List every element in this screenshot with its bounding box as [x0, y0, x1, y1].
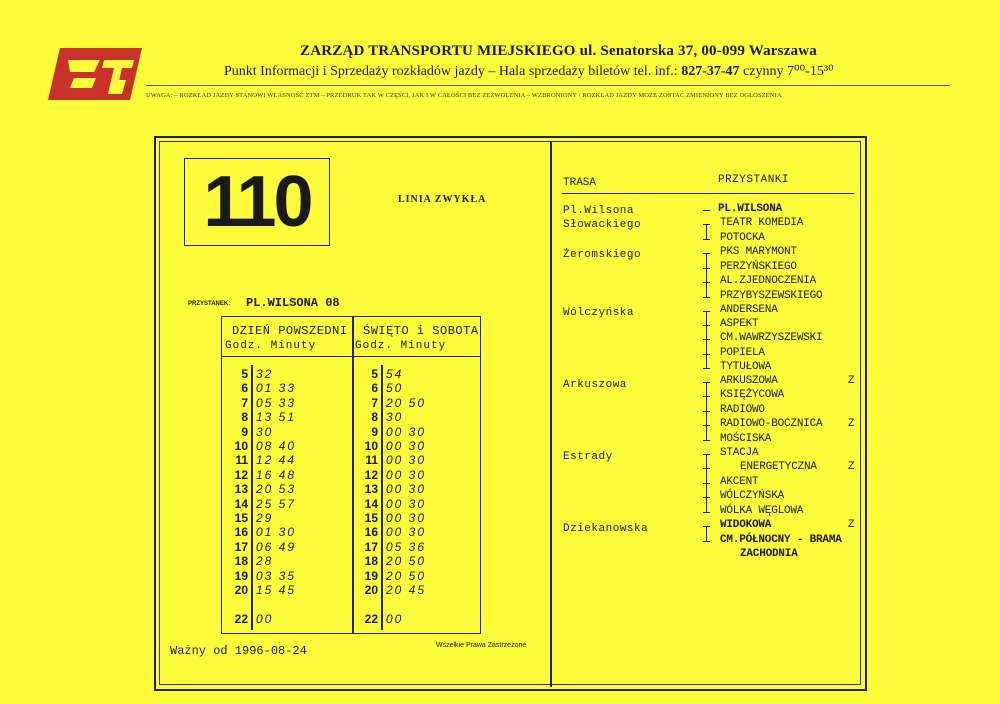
- center-divider: [550, 141, 552, 687]
- weekday-hour-rule: [251, 365, 253, 630]
- route-stop: KSIĘŻYCOWA: [720, 389, 785, 401]
- holiday-minutes: 50: [386, 381, 404, 396]
- route-stop: PRZYBYSZEWSKIEGO: [720, 290, 823, 302]
- weekday-minutes: 28: [256, 554, 274, 569]
- stop-label: PRZYSTANEK:: [188, 301, 231, 307]
- route-tick: [703, 382, 710, 383]
- holiday-minutes: 05 36: [386, 539, 427, 554]
- weekday-subheader: Godz. Minuty: [225, 340, 317, 352]
- route-stop: ARKUSZOWA: [720, 375, 778, 387]
- weekday-minutes: 00: [256, 612, 274, 626]
- route-stop: ZACHODNIA: [740, 548, 798, 560]
- holiday-hour: 9: [371, 424, 378, 439]
- weekday-minutes: 13 51: [256, 410, 297, 425]
- holiday-minutes: 00 30: [386, 424, 427, 439]
- holiday-hour: 12: [364, 467, 378, 482]
- route-stop: POPIELA: [720, 347, 765, 359]
- copyright-notice: UWAGA: – ROZKŁAD JAZDY STANOWI WŁASNOŚĆ ZTM – PRZEDRUK TAK W CZĘŚCI, JAK I W CAŁOŚCI BEZ ZEZWOLENIA – WZBRONIONY / ROZKŁAD JAZDY MOŻE ZOSTAĆ ZMIENIONY BEZ OGŁOSZENIA: [146, 92, 782, 99]
- route-stop: CM.WAWRZYSZEWSKI: [720, 332, 823, 344]
- holiday-minutes: 00 30: [386, 525, 427, 540]
- weekday-header: DZIEŃ POWSZEDNI: [232, 324, 348, 338]
- route-tick: [703, 253, 710, 254]
- route-street: Słowackiego: [563, 219, 642, 231]
- route-tick: [703, 297, 710, 298]
- weekday-hour: 22: [234, 612, 248, 626]
- holiday-minutes: 20 50: [386, 395, 427, 410]
- route-dash: [703, 210, 710, 211]
- route-tick: [703, 268, 710, 269]
- weekday-hour: 13: [234, 482, 248, 497]
- route-tick: [703, 239, 710, 240]
- holiday-hour: 5: [371, 367, 378, 381]
- route-tick: [703, 311, 710, 312]
- holiday-hour: 19: [364, 568, 378, 583]
- route-stop: WÓLCZYŃSKA: [720, 490, 785, 502]
- route-tick: [703, 411, 710, 412]
- weekday-hour: 6: [241, 381, 248, 396]
- weekday-hour: 14: [234, 496, 248, 511]
- holiday-minutes: 00 30: [386, 453, 427, 468]
- holiday-hour: 8: [371, 410, 378, 425]
- weekday-minutes: 25 57: [256, 496, 297, 511]
- route-tick: [703, 454, 710, 455]
- weekday-hour: 5: [241, 367, 248, 381]
- weekday-minutes: 16 48: [256, 467, 297, 482]
- route-tick: [703, 468, 710, 469]
- route-tick: [703, 354, 710, 355]
- weekday-hour: 15: [234, 511, 248, 525]
- holiday-minutes: 00 30: [386, 467, 427, 482]
- departures-header-rule: [221, 356, 481, 357]
- route-header-rule: [562, 193, 854, 194]
- weekday-minutes: 06 49: [256, 539, 297, 554]
- header-rule: [146, 85, 950, 86]
- weekday-minutes: 01 33: [256, 381, 297, 396]
- valid-from: Ważny od 1996-08-24: [170, 644, 307, 658]
- route-stop: STACJA: [720, 447, 759, 459]
- zone-marker: Z: [848, 461, 855, 473]
- org-header: ZARZĄD TRANSPORTU MIEJSKIEGO ul. Senatorska 37, 00-099 Warszawa: [300, 43, 817, 59]
- holiday-minutes: 20 50: [386, 554, 427, 569]
- zone-marker: Z: [848, 418, 855, 430]
- weekday-hour: 16: [234, 525, 248, 540]
- holiday-hour-rule: [381, 365, 383, 630]
- route-tick: [703, 440, 710, 441]
- weekday-hour: 20: [234, 583, 248, 597]
- holiday-hour: 6: [371, 381, 378, 396]
- holiday-hour: 14: [364, 496, 378, 511]
- ztm-logo: [48, 48, 142, 100]
- weekday-hour: 8: [241, 410, 248, 425]
- holiday-hour: 11: [365, 453, 378, 468]
- route-stop: PL.WILSONA: [718, 203, 783, 215]
- route-stop: TYTUŁOWA: [720, 361, 772, 373]
- weekday-minutes: 32: [256, 367, 274, 381]
- route-stop: POTOCKA: [720, 232, 765, 244]
- route-tick: [703, 339, 710, 340]
- line-number-box: [184, 158, 330, 246]
- route-stop: ENERGETYCZNA: [740, 461, 817, 473]
- route-tick: [703, 425, 710, 426]
- route-street: Wólczyńska: [563, 307, 635, 319]
- stops-header: PRZYSTANKI: [718, 174, 790, 186]
- holiday-hour: 20: [364, 583, 378, 597]
- route-stop: ASPEKT: [720, 318, 759, 330]
- weekday-minutes: 12 44: [256, 453, 297, 468]
- holiday-minutes: 00 30: [386, 511, 427, 525]
- stop-name: PL.WILSONA 08: [246, 296, 340, 310]
- weekday-hour: 18: [234, 554, 248, 569]
- route-bracket: [706, 253, 707, 297]
- holiday-minutes: 20 45: [386, 583, 427, 597]
- weekday-hour: 10: [234, 439, 248, 453]
- holiday-hour: 7: [371, 395, 378, 410]
- holiday-minutes: 00 30: [386, 482, 427, 497]
- route-header: TRASA: [563, 177, 597, 189]
- route-stop: CM.PÓŁNOCNY - BRAMA: [720, 534, 842, 546]
- zone-marker: Z: [848, 519, 855, 531]
- route-stop: RADIOWO-BOCZNICA: [720, 418, 823, 430]
- route-tick: [703, 396, 710, 397]
- route-tick: [703, 497, 710, 498]
- info-phone: 827-37-47: [681, 64, 740, 79]
- holiday-subheader: Godz. Minuty: [355, 340, 447, 352]
- weekday-minutes: 30: [256, 424, 274, 439]
- route-tick: [703, 282, 710, 283]
- holiday-minutes: 00 30: [386, 496, 427, 511]
- zone-marker: Z: [848, 375, 855, 387]
- weekday-hour: 7: [241, 395, 248, 410]
- weekday-hour: 17: [234, 539, 248, 554]
- route-stop: ANDERSENA: [720, 304, 778, 316]
- holiday-minutes: 00: [386, 612, 404, 626]
- route-bracket: [706, 526, 707, 541]
- weekday-minutes: 20 53: [256, 482, 297, 497]
- weekday-minutes: 01 30: [256, 525, 297, 540]
- weekday-minutes: 29: [256, 511, 274, 525]
- weekday-hour: 19: [234, 568, 248, 583]
- holiday-hour: 18: [364, 554, 378, 569]
- weekday-hour: 12: [234, 467, 248, 482]
- route-stop: PERZYŃSKIEGO: [720, 261, 797, 273]
- route-stop: TEATR KOMEDIA: [720, 217, 804, 229]
- route-stop: PKS MARYMONT: [720, 246, 797, 258]
- weekday-hour: 9: [241, 424, 248, 439]
- route-street: Dziekanowska: [563, 523, 649, 535]
- rights-reserved: Wszelkie Prawa Zastrzeżone: [436, 642, 527, 649]
- line-type: LINIA ZWYKŁA: [398, 194, 487, 205]
- holiday-hour: 17: [364, 539, 378, 554]
- holiday-header: ŚWIĘTO i SOBOTA: [363, 324, 479, 338]
- route-street: Arkuszowa: [563, 379, 627, 391]
- weekday-hour: 11: [235, 453, 248, 468]
- route-stop: RADIOWO: [720, 404, 765, 416]
- route-tick: [703, 526, 710, 527]
- weekday-minutes: 03 35: [256, 568, 297, 583]
- holiday-hour: 13: [364, 482, 378, 497]
- route-stop: WÓLKA WĘGLOWA: [720, 505, 804, 517]
- holiday-minutes: 00 30: [386, 439, 427, 453]
- holiday-hour: 16: [364, 525, 378, 540]
- holiday-minutes: 30: [386, 410, 404, 425]
- route-street: Estrady: [563, 451, 613, 463]
- holiday-hour: 22: [364, 612, 378, 626]
- weekday-minutes: 15 45: [256, 583, 297, 597]
- route-stop: WIDOKOWA: [720, 519, 772, 531]
- holiday-minutes: 54: [386, 367, 404, 381]
- route-bracket: [706, 224, 707, 239]
- route-tick: [703, 541, 710, 542]
- route-tick: [703, 368, 710, 369]
- route-tick: [703, 483, 710, 484]
- route-tick: [703, 224, 710, 225]
- holiday-minutes: 20 50: [386, 568, 427, 583]
- info-line: Punkt Informacji i Sprzedaży rozkładów jazdy – Hala sprzedaży biletów tel. inf.: 827-37-47 czynny 7⁰⁰-15³⁰: [224, 64, 834, 79]
- line-number: 110: [203, 162, 311, 242]
- holiday-hour: 15: [364, 511, 378, 525]
- route-street: Żeromskiego: [563, 249, 642, 261]
- weekday-minutes: 08 40: [256, 439, 297, 453]
- weekday-minutes: 05 33: [256, 395, 297, 410]
- route-tick: [703, 325, 710, 326]
- route-stop: AL.ZJEDNOCZENIA: [720, 275, 817, 287]
- holiday-hour: 10: [364, 439, 378, 453]
- info-hours: czynny 7⁰⁰-15³⁰: [739, 64, 834, 79]
- route-stop: AKCENT: [720, 476, 759, 488]
- route-stop: MOŚCISKA: [720, 433, 772, 445]
- route-street: Pl.Wilsona: [563, 205, 635, 217]
- route-tick: [703, 512, 710, 513]
